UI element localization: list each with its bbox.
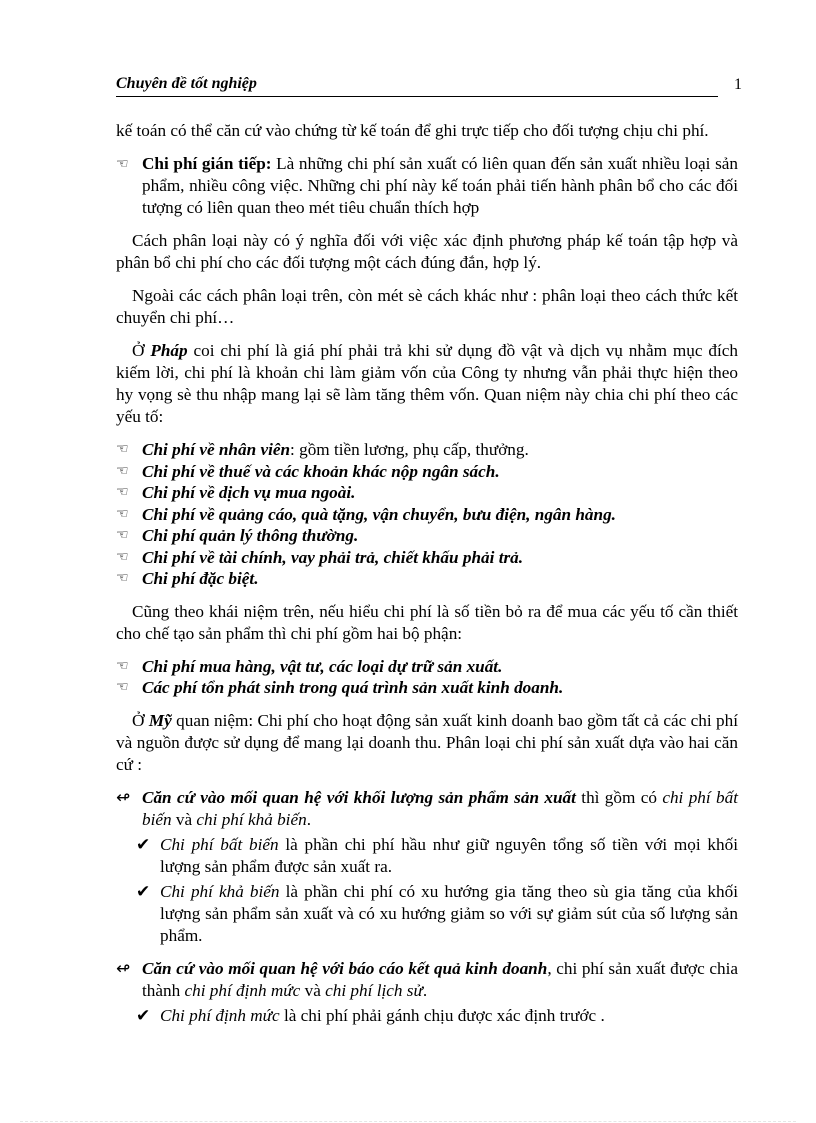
france-label: Pháp bbox=[150, 341, 188, 360]
paragraph-classification-meaning: Cách phân loại này có ý nghĩa đối với việc xác định phương pháp kế toán tập hợp và phân bổ chi phí cho các đối tượng một cách đúng đắn, hợp lý. bbox=[116, 231, 738, 272]
hand-point-icon: ☜ bbox=[116, 657, 129, 674]
france-text: coi chi phí là giá phí phải trả khi sử dụng đồ vật và dịch vụ nhằm mục đích kiếm lời, chi phí là khoản chi làm giảm vốn của Công ty nhưng vẫn phải thực hiện theo hy vọng sè thu nhập mang lại sẽ làm tăng thêm vốn. Quan niệm này chia chi phí theo các yếu tố: bbox=[116, 341, 739, 426]
indirect-cost-label: Chi phí gián tiếp: bbox=[142, 154, 272, 173]
basis-report-label: Căn cứ vào mối quan hệ với báo cáo kết quả kinh doanh bbox=[142, 958, 548, 978]
hand-point-icon: ☜ bbox=[116, 484, 129, 500]
usa-label: Mỹ bbox=[148, 710, 172, 730]
list-item bbox=[116, 656, 738, 678]
hand-point-icon: ☜ bbox=[116, 505, 129, 522]
check-icon: ✔ bbox=[136, 1005, 151, 1026]
list-item bbox=[116, 525, 738, 547]
curly-arrow-icon: ↫ bbox=[116, 787, 131, 808]
list-item-text: Các phí tổn phát sinh trong quá trình sản xuất kinh doanh. bbox=[142, 678, 564, 697]
basis-report bbox=[116, 958, 738, 1002]
indirect-cost-item bbox=[116, 153, 738, 219]
header-title: Chuyên đề tốt nghiệp bbox=[116, 75, 257, 92]
standard-cost-item bbox=[116, 1005, 738, 1027]
page-number: 1 bbox=[734, 76, 742, 93]
usa-prefix: Ở bbox=[132, 710, 149, 730]
basis-report-end: . bbox=[422, 980, 428, 1000]
historical-cost-term: chi phí lịch sử bbox=[325, 980, 423, 1000]
staff-cost-label: Chi phí về nhân viên bbox=[142, 440, 291, 459]
curly-arrow-icon: ↫ bbox=[116, 958, 131, 979]
hand-point-icon: ☜ bbox=[116, 570, 129, 586]
basis-volume bbox=[116, 787, 738, 831]
hand-point-icon: ☜ bbox=[116, 548, 129, 565]
paragraph-direct-cost-end: kế toán có thể căn cứ vào chứng từ kế toán để ghi trực tiếp cho đối tượng chịu chi phí. bbox=[116, 121, 709, 140]
list-item-text: Chi phí về tài chính, vay phải trả, chiết khấu phải trả. bbox=[142, 547, 524, 567]
hand-point-icon: ☜ bbox=[116, 156, 129, 172]
hand-point-icon: ☜ bbox=[116, 462, 129, 479]
paragraph-two-parts: Cũng theo khái niệm trên, nếu hiểu chi phí là số tiền bỏ ra để mua các yếu tố cần thiết cho chế tạo sản phẩm thì chi phí gồm hai bộ phận: bbox=[116, 601, 738, 643]
hand-point-icon: ☜ bbox=[116, 527, 129, 543]
list-item-text: Chi phí mua hàng, vật tư, các loại dự trữ sản xuất. bbox=[142, 656, 503, 676]
list-item-text: Chi phí về quảng cáo, quà tặng, vận chuyển, bưu điện, ngân hàng. bbox=[142, 504, 616, 524]
standard-cost-text: là chi phí phải gánh chịu được xác định trước . bbox=[279, 1005, 605, 1025]
list-item-text: Chi phí đặc biệt. bbox=[142, 569, 259, 588]
basis-volume-and: và bbox=[171, 809, 197, 829]
variable-cost-term: Chi phí khả biến bbox=[160, 881, 280, 901]
variable-cost-item bbox=[116, 881, 738, 947]
staff-cost-text: : gồm tiền lương, phụ cấp, thưởng. bbox=[290, 440, 529, 459]
france-prefix: Ở bbox=[132, 341, 151, 360]
basis-report-and: và bbox=[300, 980, 326, 1000]
basis-report-mid: , chi phí sản xuất được chia thành bbox=[142, 958, 739, 1000]
usa-text: quan niệm: Chi phí cho hoạt động sản xuất kinh doanh bao gồm tất cả các chi phí và nguồn được sử dụng để mang lại doanh thu. Phân loại chi phí sản xuất dựa vào hai căn cứ : bbox=[116, 710, 738, 774]
fixed-cost-item bbox=[116, 834, 738, 878]
list-item bbox=[116, 482, 738, 504]
fixed-cost-term: chi phí bất biến bbox=[142, 787, 738, 829]
france-cost-list bbox=[116, 439, 738, 590]
hand-point-icon: ☜ bbox=[116, 441, 129, 457]
list-item-text: Chi phí về dịch vụ mua ngoài. bbox=[142, 483, 356, 502]
indirect-cost-text: Là những chi phí sản xuất có liên quan đến sản xuất nhiều loại sản phẩm, nhiều công việc. Những chi phí này kế toán phải tiến hành phân bổ cho các đối tượng có liên quan theo mét tiêu chuẩn thích hợp bbox=[142, 154, 738, 217]
list-item bbox=[116, 461, 738, 483]
paragraph-usa bbox=[116, 710, 738, 776]
fixed-cost-term: Chi phí bất biến bbox=[160, 834, 279, 854]
standard-cost-term: chi phí định mức bbox=[184, 980, 301, 1000]
two-parts-list bbox=[116, 656, 738, 699]
page-header bbox=[116, 74, 718, 97]
footer-divider bbox=[20, 1121, 796, 1122]
document-body bbox=[116, 120, 738, 1030]
list-item bbox=[116, 547, 738, 569]
check-icon: ✔ bbox=[136, 881, 151, 902]
variable-cost-text: là phần chi phí có xu hướng gia tăng theo sù gia tăng của khối lượng sản phẩm sản xuất và có xu hướng giảm so với sự giảm sút của số lượng sản phẩm. bbox=[160, 881, 738, 945]
list-item bbox=[116, 677, 738, 699]
list-item bbox=[116, 439, 738, 461]
paragraph-other-methods: Ngoài các cách phân loại trên, còn mét sè cách khác như : phân loại theo cách thức kết chuyển chi phí… bbox=[116, 286, 738, 327]
hand-point-icon: ☜ bbox=[116, 679, 129, 695]
list-item-text: Chi phí về thuế và các khoản khác nộp ngân sách. bbox=[142, 461, 500, 481]
standard-cost-term: Chi phí định mức bbox=[160, 1005, 280, 1025]
fixed-cost-text: là phần chi phí hầu như giữ nguyên tổng số tiền với mọi khối lượng sản phẩm được sản xuất ra. bbox=[160, 834, 738, 876]
basis-volume-label: Căn cứ vào mối quan hệ với khối lượng sản phẩm sản xuất bbox=[142, 787, 576, 807]
check-icon: ✔ bbox=[136, 834, 151, 855]
list-item bbox=[116, 568, 738, 590]
basis-volume-end: . bbox=[306, 809, 311, 829]
variable-cost-term: chi phí khả biến bbox=[196, 809, 307, 829]
basis-volume-mid: thì gồm có bbox=[575, 787, 663, 807]
paragraph-france bbox=[116, 340, 738, 428]
list-item-text: Chi phí quản lý thông thường. bbox=[142, 526, 359, 545]
list-item bbox=[116, 504, 738, 526]
